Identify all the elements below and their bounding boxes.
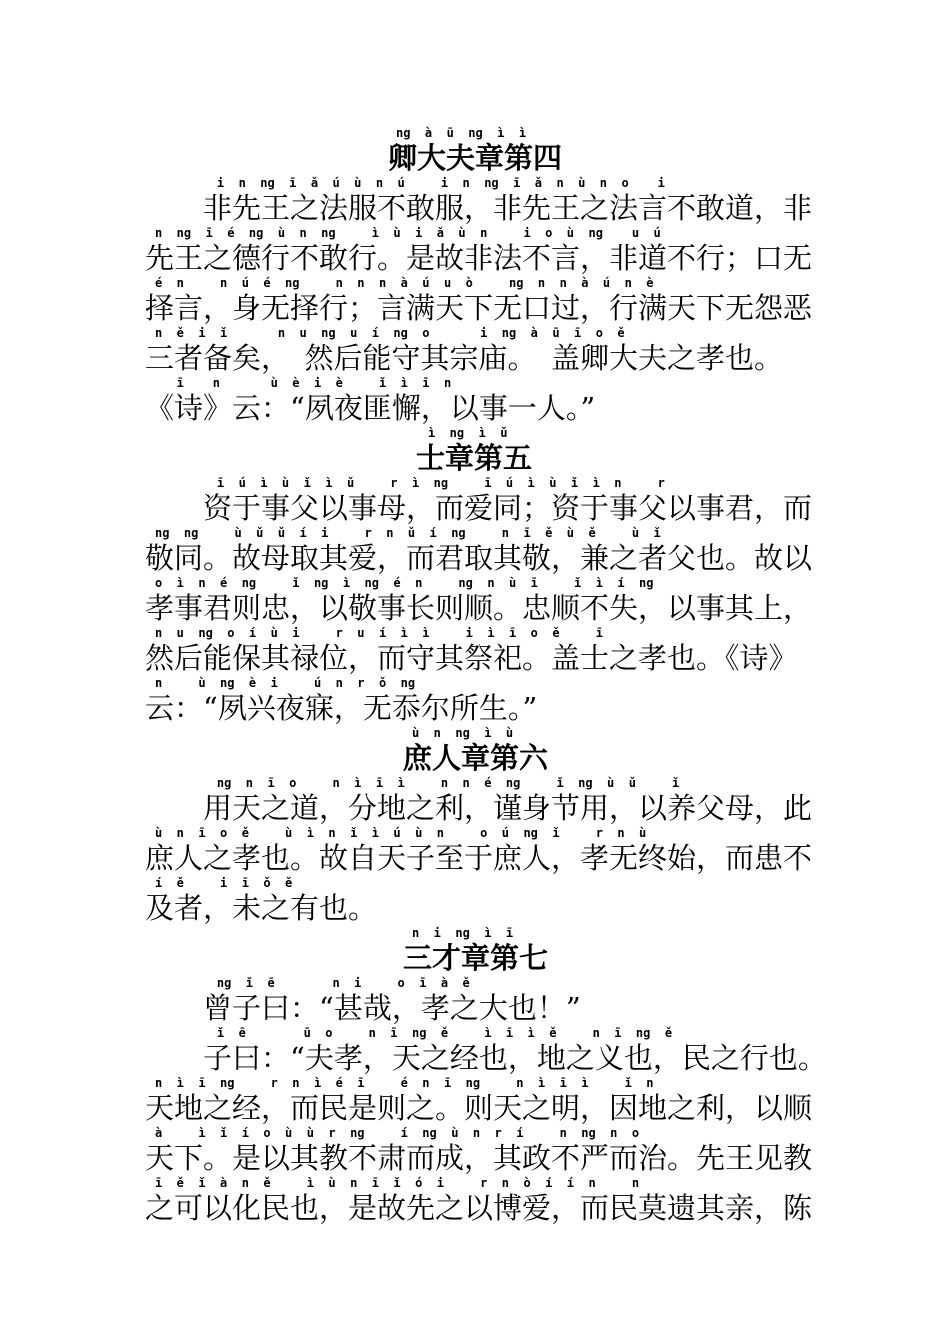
pinyin-line: ī ú ì ù ǐ ì ǔ r ì ng ī ú ì ù ǐ ì n r [188,476,665,490]
text-line [0,876,950,926]
pinyin-line: n u ng o í ù i r u í ì ì i ì ī o ě ī [155,626,603,640]
hanzi-line: 庶人之孝也。故自天子至于庶人，孝无终始，而患不 [145,841,813,875]
pinyin-line: ù n ī o ě ù ì n ǐ ì ú ù n o ú ng ǐ r n ù [155,826,647,840]
pinyin-line: ng n ī o n ì ī ì n n é ng ǐ ng ù ǔ ǐ [188,776,680,790]
text-line [0,976,950,1026]
chapter-heading-7 [0,926,950,976]
pinyin-line: é n n ú é ng n n n à ú u ò ng n n à ú n è [155,276,654,290]
hanzi-line: 非先王之法服不敢服，非先王之法言不敢道，非 [145,191,813,225]
text-line [0,576,950,626]
heading-text: 三才章第七 [403,941,549,975]
pinyin-line: o ì n é ng ǐ ng ì ng é n ng n ù ī ǐ ì í ng [155,576,654,590]
pinyin-line: ng ng ù ǔ ǔ í i r n ǔ í ng n ī ě ù ě ù ǐ [155,526,661,540]
pinyin-line: í ě i ī ǒ ě [155,876,293,890]
text-line [0,826,950,876]
text-line [0,226,950,276]
chapter-heading-5 [0,426,950,476]
pinyin-line: n ng ī é ng ù n ng ì ù i ǎ ù n i o ù ng u ú [155,226,661,240]
text-line [0,676,950,726]
hanzi-line: 资于事父以事母，而爱同；资于事父以事君，而 [145,491,813,525]
hanzi-line: 曾子曰：“甚哉，孝之大也！” [145,991,581,1025]
hanzi-line: 敬同。故母取其爱，而君取其敬，兼之者父也。故以 [145,541,813,575]
text-line [0,376,950,426]
hanzi-line: 之可以化民也，是故先之以博爱，而民莫遗其亲，陈 [145,1191,813,1225]
text-line [0,276,950,326]
hanzi-line: 天地之经，而民是则之。则天之明，因地之利，以顺 [145,1091,813,1125]
hanzi-line: 然后能保其禄位，而守其祭祀。盖士之孝也。《诗》 [145,641,798,675]
hanzi-line: 云：“夙兴夜寐，无忝尔所生。” [145,691,538,725]
pinyin-line: n ì ī ng r n ì é ī é n ī ng n ì ī ì ǐ n [155,1076,654,1090]
hanzi-line: 《诗》云：“夙夜匪懈，以事一人。” [145,391,596,425]
pinyin-line: ng à ū ng ì ì [396,126,527,140]
hanzi-line: 择言，身无择行；言满天下无口过，行满天下无怨恶 [145,291,813,325]
text-line [0,626,950,676]
text-line [0,526,950,576]
pinyin-line: ǐ ē ū o n ī ng ě ì ī ì ě n ī ng ě [188,1026,673,1040]
chapter-heading-6 [0,726,950,776]
chapter-heading-4 [0,126,950,176]
pinyin-line: ī n ù è i è ǐ ì ī n [155,376,452,390]
text-line [0,1126,950,1176]
hanzi-line: 天下。是以其教不肃而成，其政不严而治。先王见教 [145,1141,813,1175]
heading-text: 庶人章第六 [403,741,549,775]
pinyin-line: i n ng ī ǎ ú ù n ú i n ng ī ǎ n ù n o i [188,176,665,190]
text-line [0,776,950,826]
text-line [0,1076,950,1126]
hanzi-line: 用天之道，分地之利，谨身节用，以养父母，此 [145,791,813,825]
pinyin-line: ù n ng ì ù [412,726,514,740]
heading-text: 士章第五 [416,441,533,475]
pinyin-line: ī ě ǐ à n ě ì ù n ī ǐ ó i r n ò í í n n [155,1176,640,1190]
hanzi-line: 孝事君则忠，以敬事长则顺。忠顺不失，以事其上， [145,591,813,625]
text-line [0,476,950,526]
hanzi-line: 先王之德行不敢行。是故非法不言，非道不行；口无 [145,241,813,275]
text-line [0,1026,950,1076]
pinyin-line: n i ng ì ī [412,926,514,940]
text-line [0,1176,950,1226]
text-line [0,176,950,226]
pinyin-line: ì ng ì ǔ [428,426,508,440]
hanzi-line: 三者备矣， 然后能守其宗庙。 盖卿大夫之孝也。 [145,341,784,375]
pinyin-line: ng ǐ ē n i o ī à ě [188,976,470,990]
pinyin-line: à ì ǐ í o ù ù r ng í ng ù n r í n ng n o [155,1126,640,1140]
pinyin-line: n ù ng è i ú n r ǒ ng [155,676,416,690]
hanzi-line: 及者，未之有也。 [145,891,378,925]
heading-text: 卿大夫章第四 [388,141,563,175]
text-line [0,326,950,376]
pinyin-line: n ě i ǐ n u ng u í ng o i ng à ū ī o ě [155,326,625,340]
hanzi-line: 子曰：“夫孝，天之经也，地之义也，民之行也。 [145,1041,827,1075]
